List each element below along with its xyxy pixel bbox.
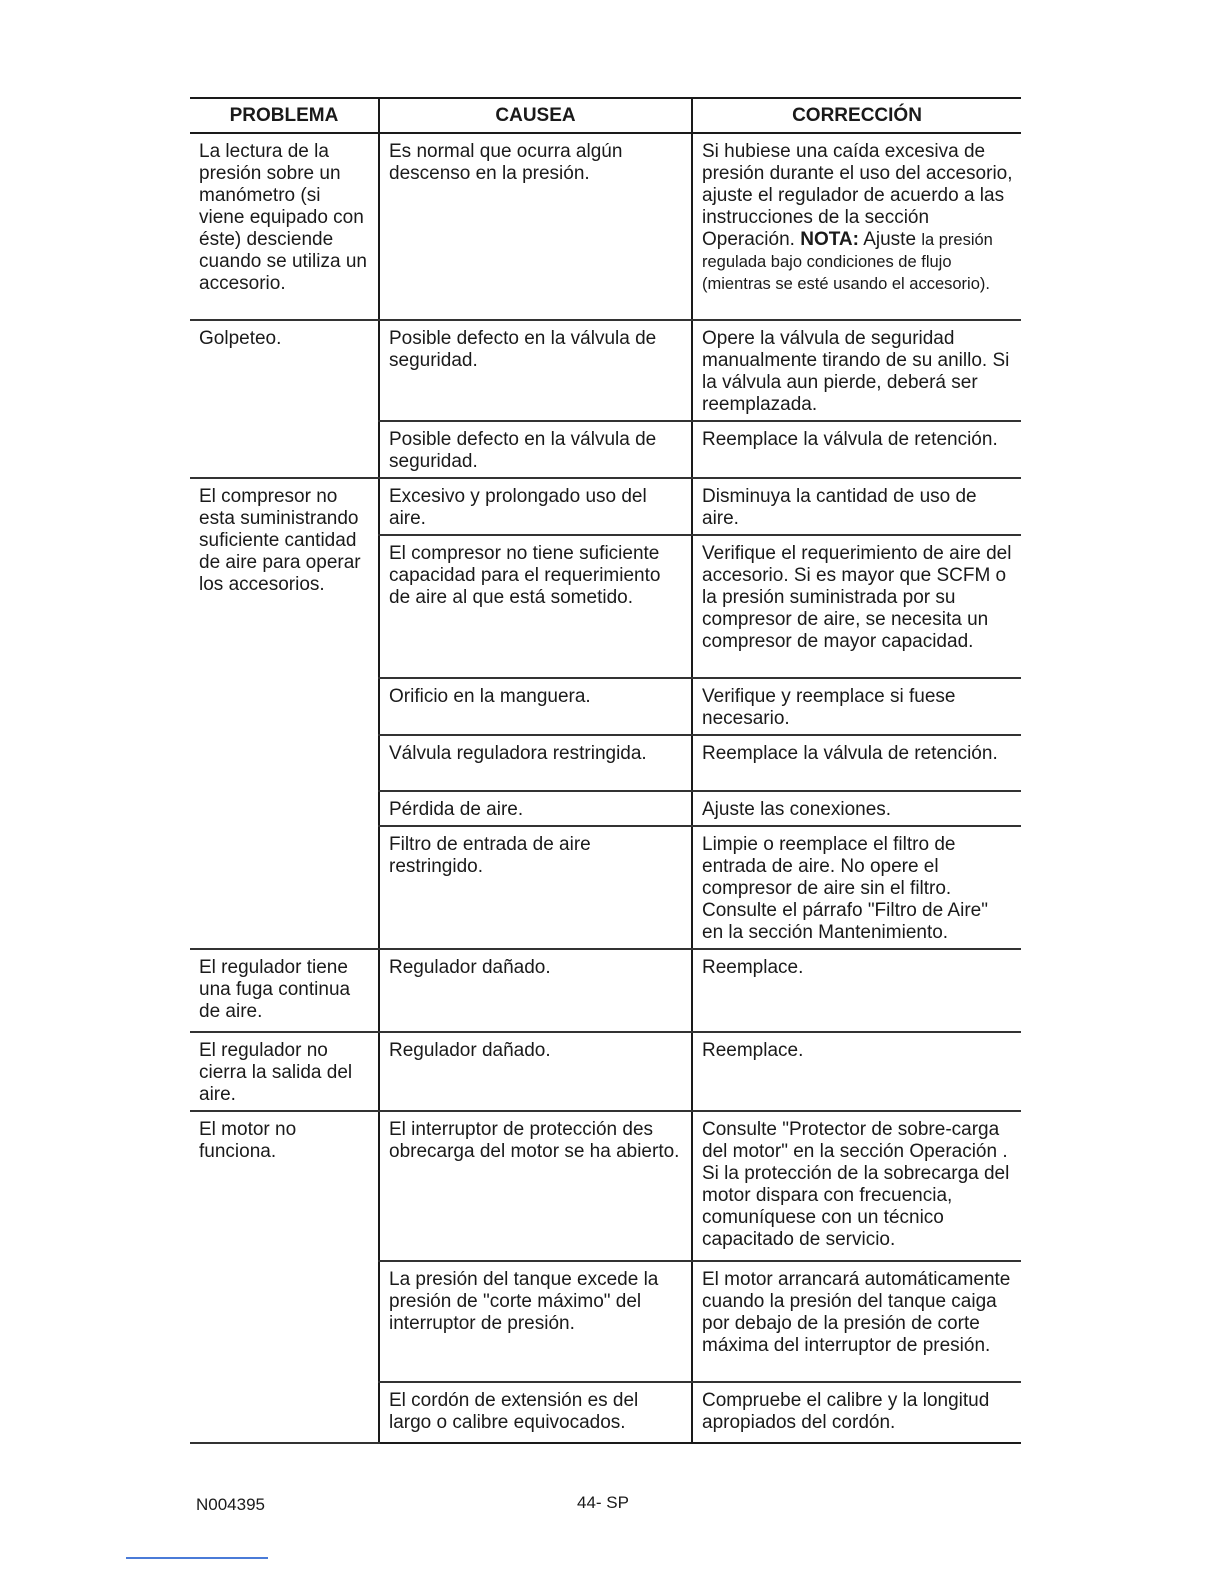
correction-cell: Reemplace la válvula de retención. [692,735,1021,791]
cause-cell: Regulador dañado. [379,949,692,1032]
note-small-text: la presión regulada bajo condiciones de flujo (mientras se esté usando el accesorio). [702,231,993,293]
correction-cell: Reemplace la válvula de retención. [692,421,1021,478]
cause-cell: El compresor no tiene suficiente capacidad para el requerimiento de aire al que está sometido. [379,535,692,678]
cause-cell: Regulador dañado. [379,1032,692,1111]
header-correccion: CORRECCIÓN [692,98,1021,133]
cause-cell: El interruptor de protección des obrecarga del motor se ha abierto. [379,1111,692,1261]
correction-cell: Consulte "Protector de sobre-carga del motor" en la sección Operación . Si la protección de la sobrecarga del motor dispara con frecuencia, comuníquese con un técnico capacitado de servicio. [692,1111,1021,1261]
cause-cell: Es normal que ocurra algún descenso en la presión. [379,133,692,320]
cause-cell: Posible defecto en la válvula de seguridad. [379,421,692,478]
page-number: 44- SP [577,1493,629,1512]
correction-cell: Ajuste las conexiones. [692,791,1021,826]
table-row [190,133,1021,320]
header-row [190,98,1021,133]
note-label: NOTA: [800,229,859,250]
cause-cell: La presión del tanque excede la presión de "corte máximo" del interruptor de presión. [379,1261,692,1382]
correction-cell: El motor arrancará automáticamente cuando la presión del tanque caiga por debajo de la presión de corte máxima del interruptor de presión. [692,1261,1021,1382]
correction-cell: Disminuya la cantidad de uso de aire. [692,478,1021,535]
problem-cell: El motor no funciona. [190,1111,379,1443]
cause-cell: Orificio en la manguera. [379,678,692,735]
problem-cell: Golpeteo. [190,320,379,478]
bottom-rule [126,1557,268,1559]
table-row [190,1111,1021,1261]
table-row [190,1032,1021,1111]
correction-cell: Reemplace. [692,1032,1021,1111]
problem-cell: La lectura de la presión sobre un manómetro (si viene equipado con éste) desciende cuando se utiliza un accesorio. [190,133,379,320]
correction-cell: Verifique el requerimiento de aire del accesorio. Si es mayor que SCFM o la presión suministrada por su compresor de aire, se necesita un compresor de mayor capacidad. [692,535,1021,678]
correction-cell: Limpie o reemplace el filtro de entrada de aire. No opere el compresor de aire sin el filtro. Consulte el párrafo "Filtro de Aire" en la sección Mantenimiento. [692,826,1021,949]
header-problema: PROBLEMA [190,98,379,133]
cause-cell: Posible defecto en la válvula de seguridad. [379,320,692,421]
cause-cell: Pérdida de aire. [379,791,692,826]
table-row [190,949,1021,1032]
note-text: Ajuste [863,229,917,250]
problem-cell: El regulador no cierra la salida del aire. [190,1032,379,1111]
correction-cell: Reemplace. [692,949,1021,1032]
problem-cell: El compresor no esta suministrando suficiente cantidad de aire para operar los accesorios. [190,478,379,949]
table-row [190,320,1021,421]
problem-cell: El regulador tiene una fuga continua de aire. [190,949,379,1032]
cause-cell: Excesivo y prolongado uso del aire. [379,478,692,535]
correction-cell: Opere la válvula de seguridad manualmente tirando de su anillo. Si la válvula aun pierde, deberá ser reemplazada. [692,320,1021,421]
header-causa: CAUSEA [379,98,692,133]
troubleshooting-table [190,97,1021,1444]
correction-cell: Compruebe el calibre y la longitud apropiados del cordón. [692,1382,1021,1443]
correction-cell [692,133,1021,320]
cause-cell: El cordón de extensión es del largo o calibre equivocados. [379,1382,692,1443]
cause-cell: Válvula reguladora restringida. [379,735,692,791]
document-code: N004395 [196,1495,266,1514]
cause-cell: Filtro de entrada de aire restringido. [379,826,692,949]
correction-text: Si hubiese una caída excesiva de presión durante el uso del accesorio, ajuste el regulador de acuerdo a las instrucciones de la sección Operación. [702,141,1013,250]
correction-cell: Verifique y reemplace si fuese necesario. [692,678,1021,735]
table-row [190,478,1021,535]
